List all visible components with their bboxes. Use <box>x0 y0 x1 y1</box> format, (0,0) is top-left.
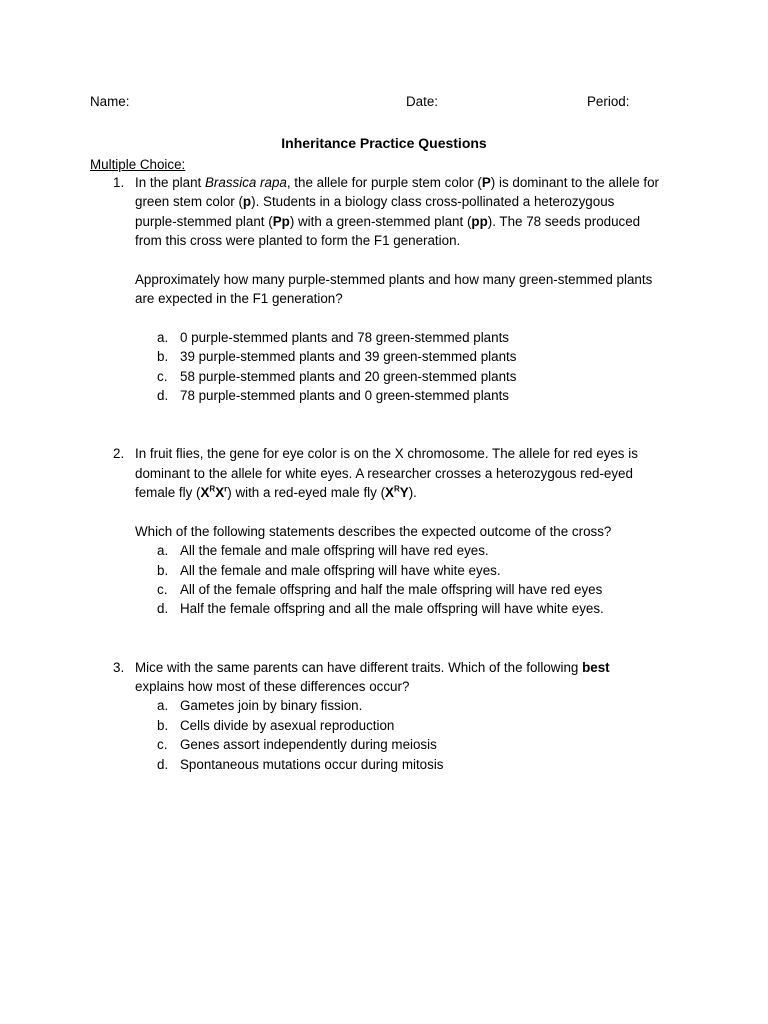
option-letter: c. <box>157 369 168 384</box>
text-run: ). <box>408 485 417 500</box>
chromosome-symbol: X <box>200 485 210 500</box>
text-run: female fly ( <box>135 485 201 500</box>
option-text: Half the female offspring and all the male offspring will have white eyes. <box>180 601 604 616</box>
page-title: Inheritance Practice Questions <box>281 135 487 151</box>
option-text: 0 purple-stemmed plants and 78 green-stemmed plants <box>180 330 509 345</box>
name-label: Name: <box>90 94 130 109</box>
chromosome-symbol: Y <box>399 485 409 500</box>
option-text: Cells divide by asexual reproduction <box>180 718 395 733</box>
option-text: Gametes join by binary fission. <box>180 698 363 713</box>
question-prompt-line: Which of the following statements describes the expected outcome of the cross? <box>135 524 612 539</box>
option-letter: d. <box>157 388 169 403</box>
text-run: ) with a green-stemmed plant ( <box>289 214 472 229</box>
allele-superscript: R <box>393 484 400 494</box>
option-letter: c. <box>157 737 168 752</box>
question-number: 2. <box>113 446 125 461</box>
text-run: ). The 78 seeds produced <box>487 214 641 229</box>
option-text: 58 purple-stemmed plants and 20 green-stemmed plants <box>180 369 517 384</box>
allele-symbol: p <box>242 194 252 209</box>
chromosome-symbol: X <box>385 485 394 500</box>
genotype-symbol: Pp <box>272 214 290 229</box>
genotype-male <box>385 485 409 500</box>
question-number: 1. <box>113 175 125 190</box>
option-text: All the female and male offspring will have red eyes. <box>180 543 489 558</box>
option-text: Genes assort independently during meiosis <box>180 737 437 752</box>
option-text: 78 purple-stemmed plants and 0 green-stemmed plants <box>180 388 509 403</box>
option-letter: d. <box>157 757 169 772</box>
option-letter: b. <box>157 563 169 578</box>
text-run: ) is dominant to the allele for <box>490 175 660 190</box>
allele-superscript: r <box>224 484 228 494</box>
text-run: , the allele for purple stem color ( <box>286 175 482 190</box>
chromosome-symbol: X <box>215 485 225 500</box>
question-prompt-line: are expected in the F1 generation? <box>135 291 343 306</box>
option-letter: a. <box>157 698 169 713</box>
genotype-symbol: pp <box>471 214 488 229</box>
date-label: Date: <box>406 94 439 109</box>
option-letter: c. <box>157 582 168 597</box>
option-text: Spontaneous mutations occur during mitosis <box>180 757 444 772</box>
option-letter: d. <box>157 601 169 616</box>
option-letter: b. <box>157 718 169 733</box>
option-text: 39 purple-stemmed plants and 39 green-stemmed plants <box>180 349 517 364</box>
text-run: green stem color ( <box>135 194 243 209</box>
text-run: In the plant <box>135 175 205 190</box>
question-number: 3. <box>113 660 125 675</box>
question-text-line <box>135 173 659 193</box>
text-run: purple-stemmed plant ( <box>135 214 273 229</box>
question-text-line <box>135 212 640 232</box>
option-letter: a. <box>157 543 169 558</box>
question-text-line: explains how most of these differences occur? <box>135 679 410 694</box>
emphasis-word: best <box>582 660 610 675</box>
option-text: All the female and male offspring will have white eyes. <box>180 563 501 578</box>
question-text-line: dominant to the allele for white eyes. A researcher crosses a heterozygous red-eyed <box>135 466 633 481</box>
question-text-line: In fruit flies, the gene for eye color is on the X chromosome. The allele for red eyes is <box>135 446 638 461</box>
option-text: All of the female offspring and half the male offspring will have red eyes <box>180 582 603 597</box>
period-label: Period: <box>587 94 630 109</box>
allele-symbol: P <box>481 175 491 190</box>
option-letter: b. <box>157 349 169 364</box>
text-run: ). Students in a biology class cross-pollinated a heterozygous <box>251 194 615 209</box>
question-text-line: from this cross were planted to form the F1 generation. <box>135 233 461 248</box>
question-text-line <box>135 192 614 212</box>
text-run: Mice with the same parents can have different traits. Which of the following <box>135 660 583 675</box>
question-text-line <box>135 483 417 503</box>
species-name: Brassica rapa <box>204 175 287 190</box>
question-text-line <box>135 658 610 678</box>
allele-superscript: R <box>209 484 216 494</box>
text-run: ) with a red-eyed male fly ( <box>227 485 386 500</box>
genotype-female <box>200 485 227 500</box>
section-heading: Multiple Choice: <box>90 157 186 172</box>
option-letter: a. <box>157 330 169 345</box>
question-prompt-line: Approximately how many purple-stemmed plants and how many green-stemmed plants <box>135 272 653 287</box>
